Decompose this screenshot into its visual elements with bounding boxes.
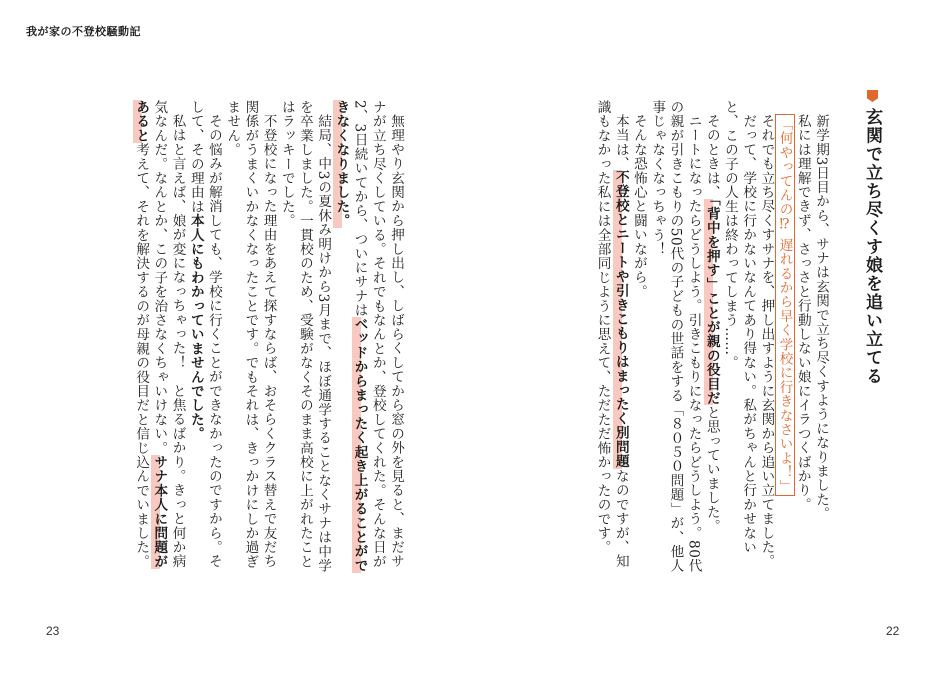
- paragraph: 新学期3日目から、サナは玄関で立ち尽くすようになりました。: [813, 113, 829, 521]
- paragraph: 私には理解できず、さっさと行動しない娘にイラつくばかり。: [794, 113, 811, 512]
- paragraph: 結局、中3の夏休み明けから3月まで、ほぼ通学することなくサナは中学を卒業しました。一貫校のため、受験がなくそのまま高校に上がれたことはラッキーでした。: [278, 100, 332, 573]
- paragraph: [703, 100, 721, 576]
- text-run: と思っていました。: [703, 405, 720, 533]
- paragraph: [132, 100, 187, 576]
- paragraph: [332, 100, 405, 576]
- running-header: 我が家の不登校騒動記: [26, 25, 141, 38]
- left-page-body: [132, 100, 405, 576]
- title-marker-icon: [867, 90, 878, 102]
- highlighted-text: 不登校とニートや引きこもりはまったく別問題: [612, 170, 629, 469]
- paragraph: だって、学校に行かないなんてあり得ない。私がちゃんと行かせないと、この子の人生は終わってしまう……。: [721, 100, 757, 554]
- paragraph: [593, 100, 629, 576]
- text-run: 無理やり玄関から押し出し、しばらくしてから窓の外を見ると、まだサナが立ち尽くしている。それでもなんとか、登校してくれた。そんな日が2、3日続いてから、ついにサナは: [351, 100, 404, 569]
- section-title-text: 玄関で立ち尽くす娘を追い立てる: [862, 108, 882, 386]
- paragraph: それでも立ち尽くすサナを、押し出すように玄関から追い立てました。: [758, 113, 775, 568]
- text-run: 考えて、それを解決するのが母親の役目だと信じ込んでいました。: [133, 142, 150, 569]
- text-run: 私はと言えば、娘が変になっちゃった！ と焦るばかり。きっと何か病気なんだ。なんとか、この子を治さなくちゃいけない。: [151, 100, 186, 568]
- page-number-right: 22: [886, 624, 900, 638]
- right-page-body: [593, 100, 830, 576]
- highlighted-text: ベッドからまったく起き上がることができなくなりました。: [333, 100, 368, 573]
- quote-paragraph: [775, 100, 793, 576]
- page-number-left: 23: [46, 624, 60, 638]
- bold-text: 本人にもわかっていませんでした。: [187, 213, 204, 441]
- text-run: なのですが、知識もなかった私には全部同じように思えて、ただただ怖かったのです。: [594, 100, 629, 569]
- paragraph: [187, 100, 223, 576]
- section-title: [860, 90, 885, 390]
- highlighted-quote: 「何やってんの⁉ 遅れるから早く学校に行きなさいよ！」: [775, 114, 795, 497]
- text-run: そのときは、: [703, 113, 720, 199]
- paragraph: 不登校になった理由をあえて探すならば、おそらくクラス替えで友だち関係がうまくいかなくなったことです。でもそれは、きっかけにしか過ぎません。: [224, 100, 277, 569]
- highlighted-text: サナ本人に問題があると: [133, 100, 168, 569]
- paragraph: そんな恐怖心と闘いながら。: [630, 113, 647, 299]
- text-run: その悩みが解消しても、学校に行くことができなかったのですから。そして、その理由は: [187, 100, 222, 568]
- paragraph: ニートになったらどうしよう。引きこもりになったらどうしよう。80代の親が引きこもりの50代の子どもの世話をする「８０５０問題」が、他人事じゃなくなっちゃう！: [649, 100, 702, 573]
- text-run: 本当は、: [612, 113, 629, 171]
- highlighted-text: 「背中を押す」ことが親の役目だ: [703, 198, 720, 405]
